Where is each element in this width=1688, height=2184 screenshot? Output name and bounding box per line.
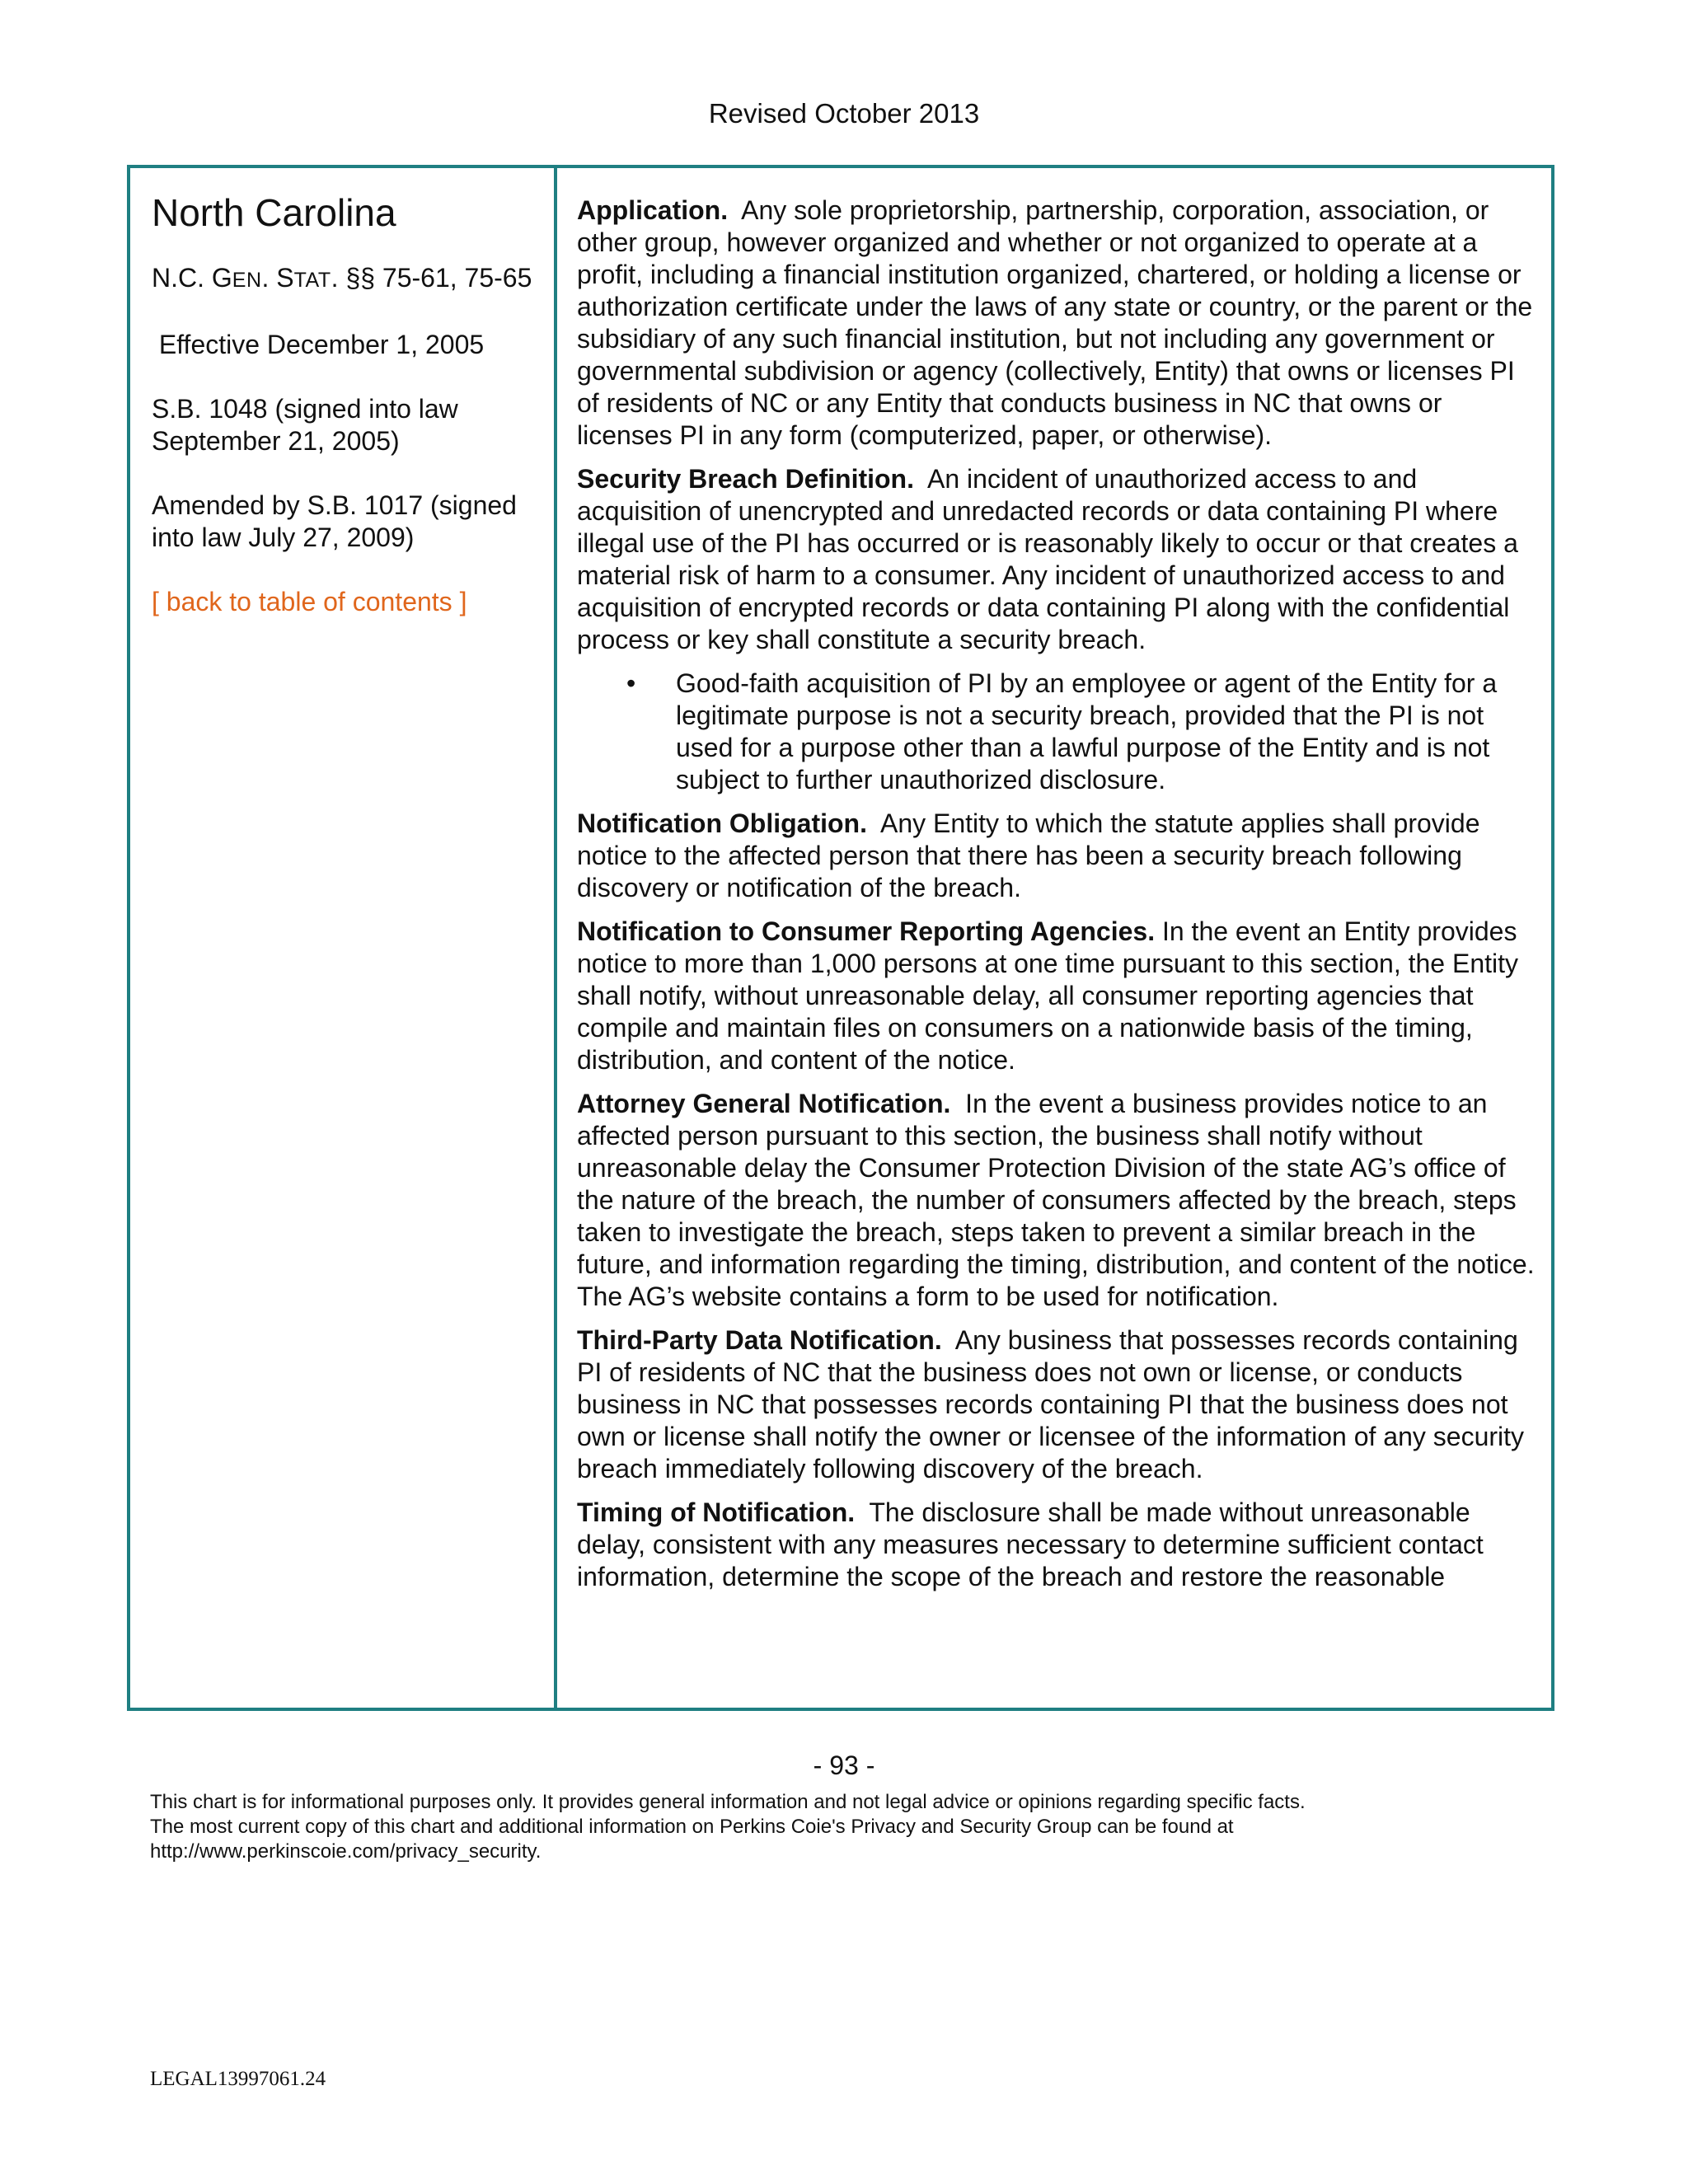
timing-heading: Timing of Notification.	[577, 1497, 856, 1527]
consumer-reporting-section	[577, 916, 1535, 1076]
application-heading: Application.	[577, 195, 729, 225]
amendment-bill: Amended by S.B. 1017 (signed into law July 27, 2009)	[152, 490, 517, 552]
back-to-toc-link[interactable]: [ back to table of contents ]	[152, 587, 467, 616]
page-number: - 93 -	[813, 1750, 875, 1780]
notification-obligation-section	[577, 808, 1535, 904]
statute-citation: N.C. GEN. STAT. §§ 75-61, 75-65	[152, 263, 532, 293]
breach-definition-section	[577, 463, 1535, 656]
timing-section	[577, 1497, 1535, 1593]
state-info-column	[152, 190, 539, 650]
disclaimer-line: The most current copy of this chart and additional information on Perkins Coie's Privacy and Security Group can be found at	[150, 1816, 1234, 1838]
consumer-reporting-text: In the event an Entity provides notice to more than 1,000 persons at one time pursuant to this section, the Entity shall notify, without unreasonable delay, all consumer reporting agencies that compile and maintain files on consumers on a nationwide basis of the timing, distribution, and content of the notice.	[577, 916, 1518, 1075]
third-party-section	[577, 1324, 1535, 1485]
third-party-heading: Third-Party Data Notification.	[577, 1325, 942, 1355]
third-party-text: Any business that possesses records containing PI of residents of NC that the business does not own or license, or conducts business in NC that possesses records containing PI that the business does not own or license shall notify the owner or licensee of the information of any security breach immediately following discovery of the breach.	[577, 1325, 1525, 1483]
application-section	[577, 194, 1535, 452]
column-divider	[554, 168, 557, 1708]
signing-bill: S.B. 1048 (signed into law September 21, 2005)	[152, 394, 458, 456]
revised-date: Revised October 2013	[708, 98, 980, 129]
notification-obligation-text: Any Entity to which the statute applies shall provide notice to the affected person that there has been a security breach following discovery or notification of the breach.	[577, 808, 1480, 902]
document-id: LEGAL13997061.24	[150, 2068, 326, 2090]
breach-definition-heading: Security Breach Definition.	[577, 464, 914, 494]
consumer-reporting-heading: Notification to Consumer Reporting Agencies.	[577, 916, 1156, 946]
disclaimer-line: This chart is for informational purposes only. It provides general information and not legal advice or opinions regarding specific facts.	[150, 1791, 1306, 1813]
law-details-column	[577, 194, 1535, 1605]
notification-obligation-heading: Notification Obligation.	[577, 808, 867, 838]
ag-notification-section	[577, 1088, 1535, 1313]
disclaimer-url: http://www.perkinscoie.com/privacy_security.	[150, 1840, 542, 1863]
disclaimer	[150, 1790, 1551, 1864]
ag-notification-text: In the event a business provides notice to an affected person pursuant to this section, the business shall notify without unreasonable delay the Consumer Protection Division of the state AG’s office of the nature of the breach, the number of consumers affected by the breach, steps taken to investigate the breach, steps taken to prevent a similar breach in the future, and information regarding the timing, distribution, and content of the notice. The AG’s website contains a form to be used for notification.	[577, 1089, 1535, 1311]
application-text: Any sole proprietorship, partnership, corporation, association, or other group, however organized and whether or not organized to operate at a profit, including a financial institution organized, chartered, or holding a license or authorization certificate under the laws of any state or country, or the parent or the subsidiary of any such financial institution, but not including any government or governmental subdivision or agency (collectively, Entity) that owns or licenses PI of residents of NC or any Entity that conducts business in NC that owns or licenses PI in any form (computerized, paper, or otherwise).	[577, 195, 1533, 450]
law-summary-table	[127, 165, 1554, 1711]
ag-notification-heading: Attorney General Notification.	[577, 1089, 951, 1118]
breach-definition-text: An incident of unauthorized access to and acquisition of unencrypted and unredacted records or data containing PI where illegal use of the PI has occurred or is reasonably likely to occur or that creates a material risk of harm to a consumer. Any incident of unauthorized access to and acquisition of encrypted records or data containing PI along with the confidential process or key shall constitute a security breach.	[577, 464, 1518, 654]
effective-date: Effective December 1, 2005	[158, 330, 485, 359]
state-name: North Carolina	[152, 191, 396, 234]
breach-exceptions-list	[577, 668, 1535, 796]
list-item: • Good-faith acquisition of PI by an employee or agent of the Entity for a legitimate purpose is not a security breach, provided that the PI is not used for a purpose other than a lawful purpose of the Entity and is not subject to further unauthorized disclosure.	[626, 668, 1498, 794]
bullet-icon: •	[626, 668, 636, 698]
timing-text: The disclosure shall be made without unreasonable delay, consistent with any measures necessary to determine sufficient contact information, determine the scope of the breach and restore the reasonable	[577, 1497, 1484, 1591]
